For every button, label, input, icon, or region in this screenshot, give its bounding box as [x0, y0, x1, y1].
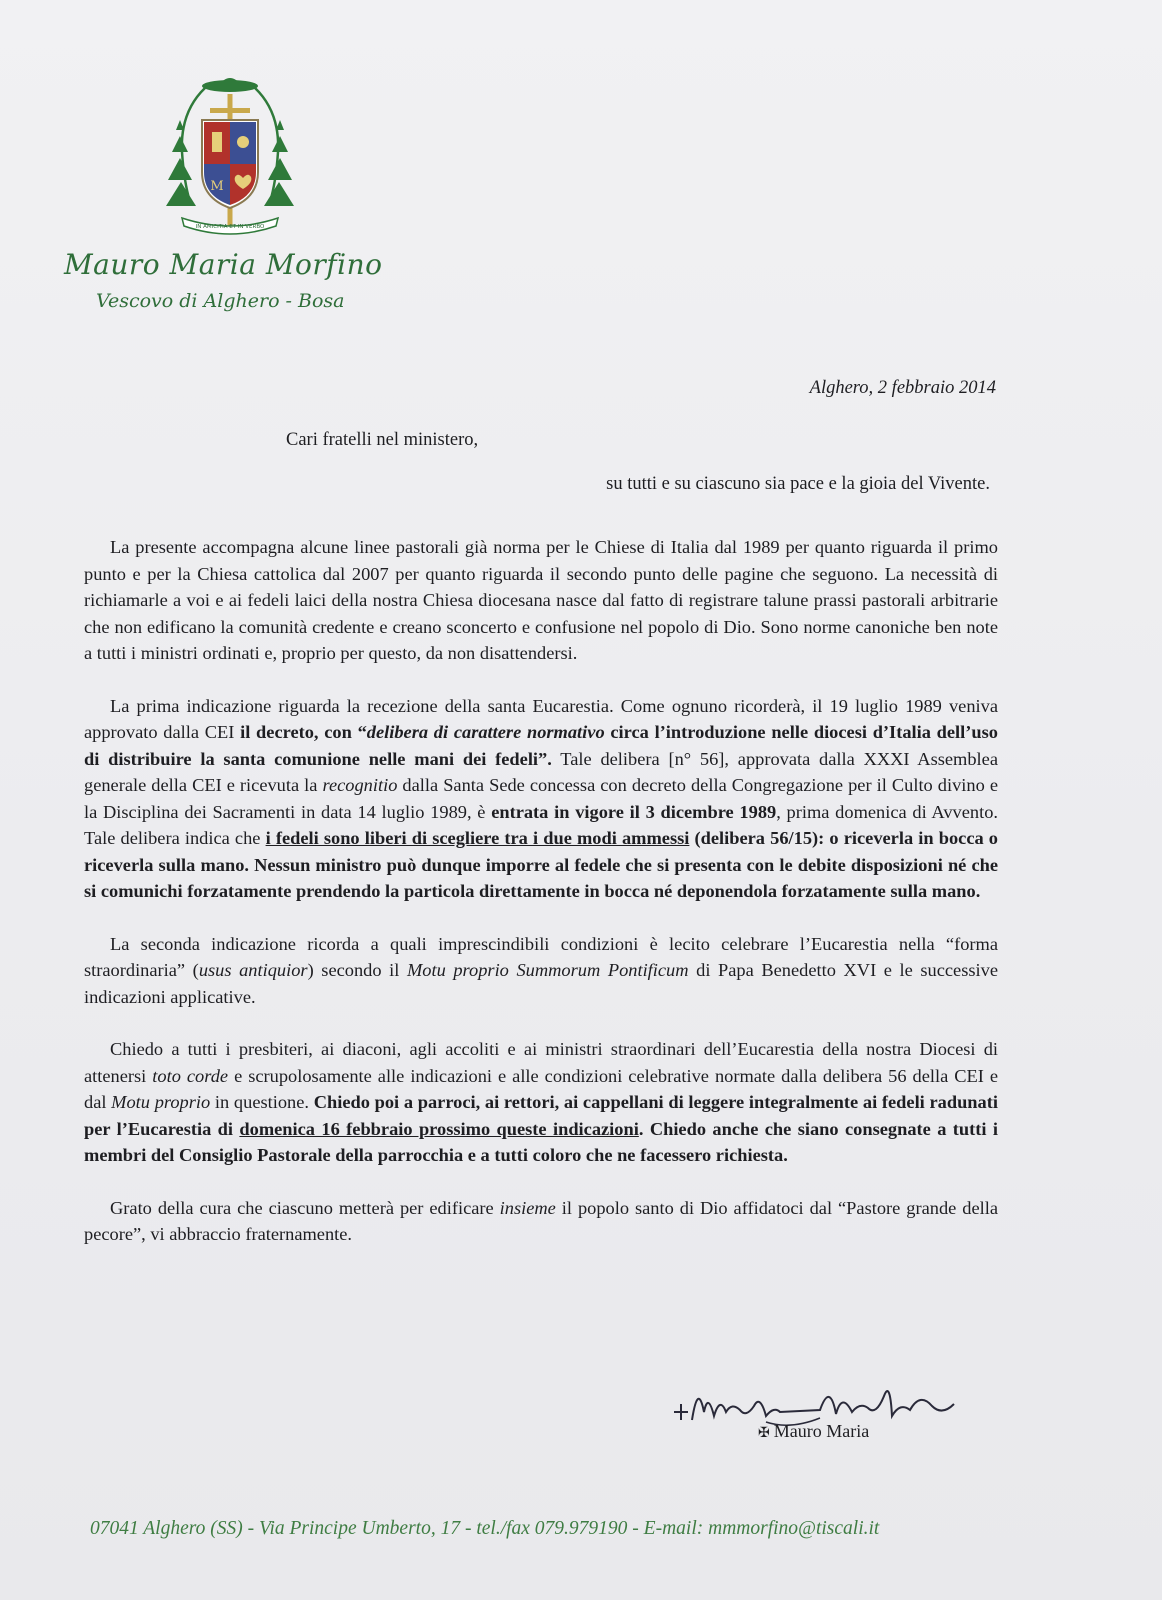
- bishop-title: Vescovo di Alghero - Bosa: [96, 290, 345, 312]
- paragraph-2: La prima indicazione riguarda la recezione della santa Eucarestia. Come ognuno ricorderà, il 19 luglio 1989 veniva approvato dalla CEI il decreto, con “delibera di carattere normativo circa l’introduzione nelle diocesi d’Italia dell’uso di distribuire la santa comunione nelle mani dei fedeli”. Tale delibera [n° 56], approvata dalla XXXI Assemblea generale della CEI e ricevuta la recognitio dalla Santa Sede concessa con decreto della Congregazione per il Culto divino e la Disciplina dei Sacramenti in data 14 luglio 1989, è entrata in vigore il 3 dicembre 1989, prima domenica di Avvento. Tale delibera indica che i fedeli sono liberi di scegliere tra i due modi ammessi (delibera 56/15): o riceverla in bocca o riceverla sulla mano. Nessun ministro può dunque imporre al fedele che si presenta con le debite disposizioni né che si comunichi forzatamente prendendo la particola direttamente in bocca né deponendola forzatamente sulla mano.: [84, 695, 998, 901]
- footer-contact: 07041 Alghero (SS) - Via Principe Umberto, 17 - tel./fax 079.979190 - E-mail: mmmorfino@tiscali.it: [90, 1518, 880, 1539]
- paragraph-1: La presente accompagna alcune linee pastorali già norma per le Chiese di Italia dal 1989 per quanto riguarda il primo punto e per la Chiesa cattolica dal 2007 per quanto riguarda il secondo punto delle pagine che seguono. La necessità di richiamarle a voi e ai fedeli laici della nostra Chiesa diocesana nasce dal fatto di registrare talune prassi pastorali arbitrarie che non edificano la comunità credente e creano sconcerto e confusione nel popolo di Dio. Sono norme canoniche ben note a tutti i ministri ordinati e, proprio per questo, da non disattendersi.: [84, 537, 998, 663]
- crest-motto: IN AMICITIA ET IN VERBO: [195, 224, 265, 230]
- cross-icon: ✠: [758, 1426, 770, 1441]
- signature-printed-name: ✠ Mauro Maria: [758, 1421, 870, 1441]
- greeting: su tutti e su ciascuno sia pace e la gioia del Vivente.: [606, 474, 990, 494]
- coat-of-arms-icon: [160, 72, 300, 242]
- paragraph-3: La seconda indicazione ricorda a quali imprescindibili condizioni è lecito celebrare l’Eucarestia nella “forma straordinaria” (usus antiquior) secondo il Motu proprio Summorum Pontificum di Papa Benedetto XVI e le successive indicazioni applicative.: [84, 933, 999, 1007]
- salutation: Cari fratelli nel ministero,: [286, 430, 479, 450]
- paragraph-5: Grato della cura che ciascuno metterà per edificare insieme il popolo santo di Dio affidatoci dal “Pastore grande della pecore”, vi abbraccio fraternamente.: [84, 1197, 998, 1244]
- svg-text:M: M: [210, 179, 224, 194]
- letter-date: Alghero, 2 febbraio 2014: [809, 378, 996, 398]
- paragraph-4: Chiedo a tutti i presbiteri, ai diaconi, agli accoliti e ai ministri straordinari dell’Eucarestia della nostra Diocesi di attenersi toto corde e scrupolosamente alle indicazioni e alle condizioni celebrative normate dalla delibera 56 della CEI e dal Motu proprio in questione. Chiedo poi a parroci, ai rettori, ai cappellani di leggere integralmente ai fedeli radunati per l’Eucarestia di domenica 16 febbraio prossimo queste indicazioni. Chiedo anche che siano consegnate a tutti i membri del Consiglio Pastorale della parrocchia e a tutti coloro che ne facessero richiesta.: [84, 1039, 998, 1165]
- letter-body: [84, 534, 998, 1274]
- bishop-name: Mauro Maria Morfino: [64, 248, 383, 281]
